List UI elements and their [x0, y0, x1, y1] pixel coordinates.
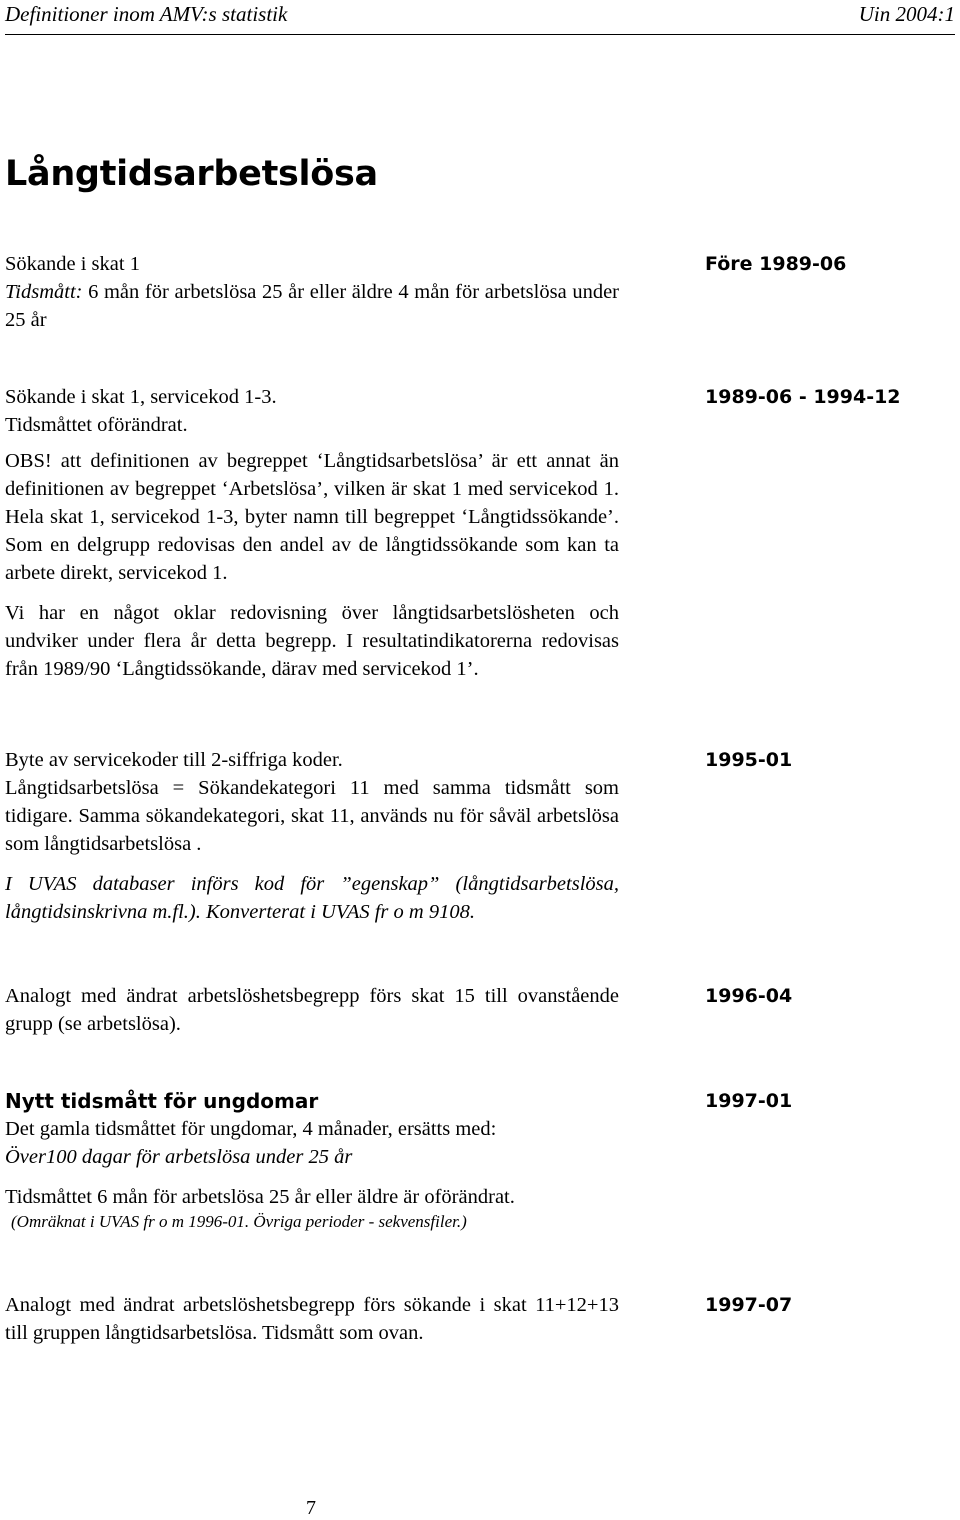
date-label-s5: 1997-01	[705, 1090, 793, 1112]
section-1997-07	[5, 1291, 619, 1347]
s2-obs-paragraph: OBS! att definitionen av begreppet ‘Långtidsarbetslösa’ är ett annat än definitionen av begreppet ‘Arbetslösa’, vilken är skat 1 med servicekod 1. Hela skat 1, servicekod 1-3, byter namn till begreppet ‘Långtidssökande’. Som en delgrupp redovisas den andel av de långtidssökande som kan ta arbete direkt, servicekod 1.	[5, 450, 619, 584]
s1-tidsmatt	[5, 278, 619, 334]
date-label-s2: 1989-06 - 1994-12	[705, 386, 901, 408]
s5-note: (Omräknat i UVAS fr o m 1996-01. Övriga perioder - sekvensfiler.)	[11, 1212, 467, 1231]
date-label-s6: 1997-07	[705, 1294, 793, 1316]
s5-heading: Nytt tidsmått för ungdomar	[5, 1089, 319, 1113]
section-1996	[5, 982, 619, 1038]
header-title: Definitioner inom AMV:s statistik	[5, 2, 288, 26]
s3-paragraph: Långtidsarbetslösa = Sökandekategori 11 med samma tidsmått som tidigare. Samma sökandekategori, skat 11, används nu för såväl arbetslösa som långtidsarbetslösa .	[5, 777, 619, 855]
s2-vi-paragraph: Vi har en något oklar redovisning över långtidsarbetslösheten och undviker under flera år detta begrepp. I resultatindikatorerna redovisas från 1989/90 ‘Långtidssökande, därav med servicekod 1’.	[5, 602, 619, 680]
date-label-s4: 1996-04	[705, 985, 793, 1007]
date-label-s1: Före 1989-06	[705, 253, 847, 275]
s5-line1: Det gamla tidsmåttet för ungdomar, 4 månader, ersätts med:	[5, 1118, 497, 1140]
s1-tidsmatt-label: Tidsmått:	[5, 281, 83, 303]
s4-paragraph: Analogt med ändrat arbetslöshetsbegrepp förs skat 15 till ovanstående grupp (se arbetslösa).	[5, 985, 619, 1035]
section-1997-01	[5, 1087, 619, 1233]
section-1995	[5, 746, 619, 926]
s3-line1: Byte av servicekoder till 2-siffriga koder.	[5, 749, 343, 771]
s1-line1: Sökande i skat 1	[5, 253, 140, 275]
section-1989-1994	[5, 383, 619, 683]
s1-tidsmatt-text: 6 mån för arbetslösa 25 år eller äldre 4 mån för arbetslösa under 25 år	[5, 281, 619, 331]
s5-line2: Över100 dagar för arbetslösa under 25 år	[5, 1146, 353, 1168]
s6-paragraph: Analogt med ändrat arbetslöshetsbegrepp förs sökande i skat 11+12+13 till gruppen långtidsarbetslösa. Tidsmått som ovan.	[5, 1294, 619, 1344]
section-before-1989	[5, 250, 619, 334]
page-title: Långtidsarbetslösa	[5, 154, 378, 194]
date-label-s3: 1995-01	[705, 749, 793, 771]
s2-line1: Sökande i skat 1, servicekod 1-3.	[5, 386, 277, 408]
s5-line3: Tidsmåttet 6 mån för arbetslösa 25 år eller äldre är oförändrat.	[5, 1186, 515, 1208]
s2-line2: Tidsmåttet oförändrat.	[5, 414, 188, 436]
page-header	[5, 0, 955, 35]
header-doc-id: Uin 2004:1	[858, 2, 955, 26]
s3-italic-note: I UVAS databaser införs kod för ”egenskap” (långtidsarbetslösa, långtidsinskrivna m.fl.). Konverterat i UVAS fr o m 9108.	[5, 873, 619, 923]
page-number: 7	[306, 1497, 316, 1519]
